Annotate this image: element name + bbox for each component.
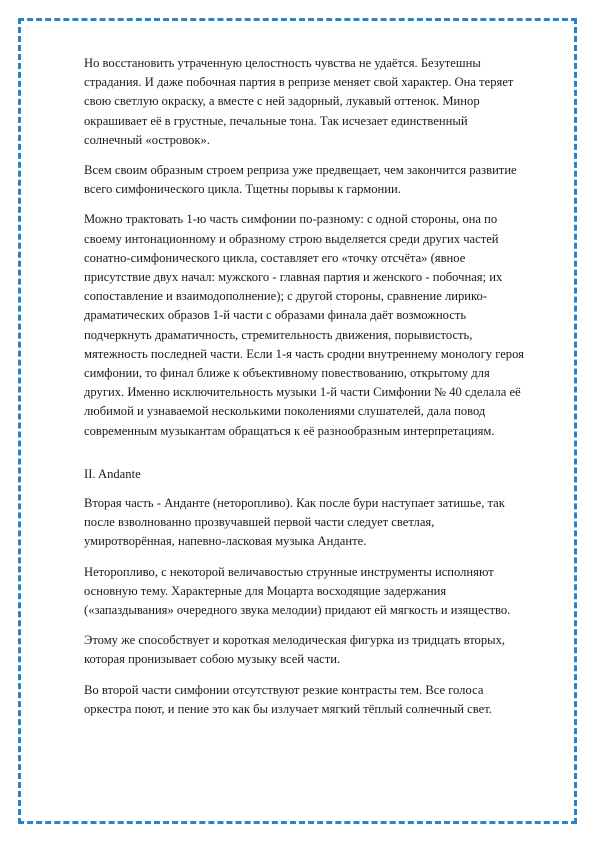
paragraph-andante-orchestra: Во второй части симфонии отсутствуют резкие контрасты тем. Все голоса оркестра поют, и пение это как бы излучает мягкий тёплый солнечный свет. <box>84 682 492 716</box>
document-body <box>84 54 524 730</box>
paragraph-reprise-foreshadow: Всем своим образным строем реприза уже предвещает, чем закончится развитие всего симфонического цикла. Тщетны порывы к гармонии. <box>84 163 517 197</box>
paragraph-reprise: Но восстановить утраченную целостность чувства не удаётся. Безутешны страдания. И даже побочная партия в репризе меняет свой характер. Она теряет свою светлую окраску, а вместе с ней задорный, лукавый оттенок. Минор окрашивает её в грустные, печальные тона. Так исчезает единственный солнечный «островок». <box>84 56 514 147</box>
paragraph-first-movement-interpretation: Можно трактовать 1-ю часть симфонии по-разному: с одной стороны, она по своему интонационному и образному строю выделяется среди других частей сонатно-симфонического цикла, составляет его «точку отсчёта» (явное присутствие двух начал: мужского - главная партия и женского - побочная; их сопоставление и взаимодополнение); с другой стороны, сравнение лирико-драматических образов 1-й части с образами финала даёт возможность подчеркнуть драматичность, стремительность движения, порывистость, мятежность последней части. Если 1-я часть сродни внутреннему монологу героя симфонии, то финал ближе к объективному повествованию, открытому для других. Именно исключительность музыки 1-й части Симфонии № 40 сделала её любимой и узнаваемой несколькими поколениями слушателей, дала повод современным музыкантам обращаться к её разнообразным интерпретациям. <box>84 212 524 438</box>
paragraph-andante-theme: Неторопливо, с некоторой величавостью струнные инструменты исполняют основную тему. Характерные для Моцарта восходящие задержания («запаздывания» очередного звука мелодии) придают ей мягкость и изящество. <box>84 564 511 618</box>
paragraph-andante-intro: Вторая часть - Анданте (неторопливо). Как после бури наступает затишье, так после взволнованно прозвучавшей первой части следует светлая, умиротворённая, напевно-ласковая музыка Анданте. <box>84 496 505 549</box>
paragraph-andante-figure: Этому же способствует и короткая мелодическая фигурка из тридцать вторых, которая пронизывает собою музыку всей части. <box>84 633 506 667</box>
section-heading-andante: II. Andante <box>84 466 141 481</box>
